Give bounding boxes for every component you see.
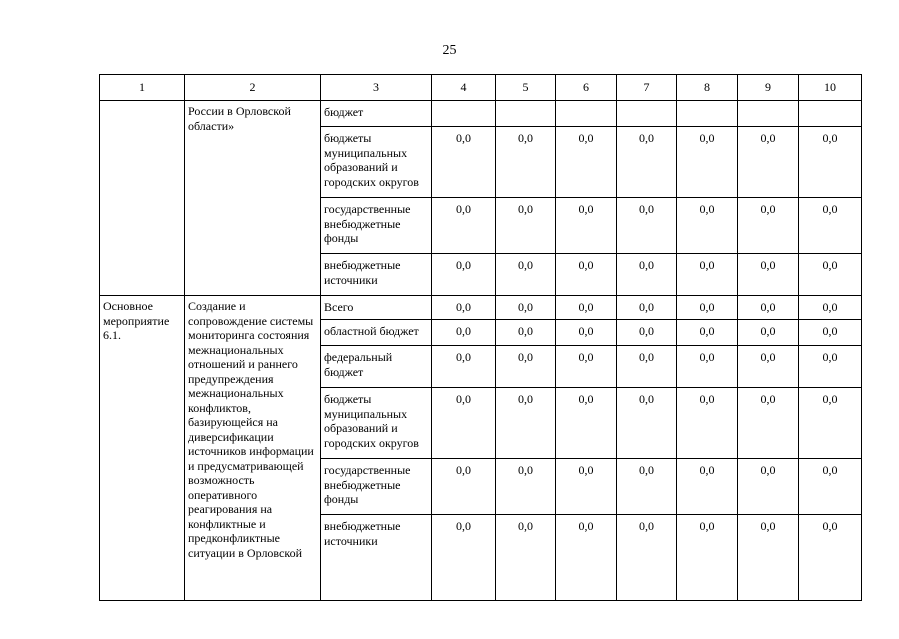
header-cell: 5	[496, 75, 556, 101]
funding-source: государственные внебюджетные фонды	[321, 459, 432, 515]
value-cell: 0,0	[617, 254, 677, 296]
header-cell: 7	[617, 75, 677, 101]
value-cell: 0,0	[496, 296, 556, 320]
value-cell: 0,0	[738, 254, 799, 296]
value-cell: 0,0	[738, 198, 799, 254]
value-cell: 0,0	[677, 515, 738, 601]
value-cell	[556, 101, 617, 127]
header-cell: 10	[799, 75, 862, 101]
value-cell: 0,0	[432, 127, 496, 198]
value-cell: 0,0	[617, 127, 677, 198]
value-cell: 0,0	[432, 346, 496, 388]
funding-source: Всего	[321, 296, 432, 320]
budget-table	[99, 74, 862, 601]
value-cell: 0,0	[738, 388, 799, 459]
value-cell: 0,0	[617, 459, 677, 515]
value-cell: 0,0	[496, 254, 556, 296]
value-cell: 0,0	[496, 388, 556, 459]
value-cell: 0,0	[617, 296, 677, 320]
value-cell: 0,0	[496, 127, 556, 198]
value-cell: 0,0	[556, 127, 617, 198]
value-cell: 0,0	[677, 127, 738, 198]
value-cell: 0,0	[432, 320, 496, 346]
value-cell: 0,0	[677, 346, 738, 388]
value-cell: 0,0	[738, 459, 799, 515]
value-cell: 0,0	[738, 296, 799, 320]
value-cell	[432, 101, 496, 127]
funding-source: бюджеты муниципальных образований и городских округов	[321, 127, 432, 198]
value-cell: 0,0	[556, 515, 617, 601]
table-row	[100, 101, 862, 127]
funding-source: областной бюджет	[321, 320, 432, 346]
header-cell: 2	[185, 75, 321, 101]
funding-source: внебюджетные источники	[321, 254, 432, 296]
value-cell: 0,0	[799, 127, 862, 198]
header-row	[100, 75, 862, 101]
table-row	[100, 296, 862, 320]
value-cell	[677, 101, 738, 127]
value-cell: 0,0	[799, 388, 862, 459]
value-cell: 0,0	[617, 320, 677, 346]
value-cell	[617, 101, 677, 127]
value-cell: 0,0	[617, 346, 677, 388]
value-cell: 0,0	[496, 515, 556, 601]
value-cell: 0,0	[738, 346, 799, 388]
value-cell: 0,0	[432, 198, 496, 254]
value-cell: 0,0	[799, 254, 862, 296]
value-cell: 0,0	[432, 388, 496, 459]
value-cell: 0,0	[799, 320, 862, 346]
value-cell: 0,0	[556, 346, 617, 388]
value-cell: 0,0	[799, 459, 862, 515]
funding-source: федеральный бюджет	[321, 346, 432, 388]
value-cell: 0,0	[677, 198, 738, 254]
header-cell: 4	[432, 75, 496, 101]
header-cell: 9	[738, 75, 799, 101]
value-cell	[496, 101, 556, 127]
value-cell: 0,0	[556, 459, 617, 515]
value-cell: 0,0	[799, 198, 862, 254]
value-cell: 0,0	[556, 254, 617, 296]
value-cell: 0,0	[799, 346, 862, 388]
value-cell: 0,0	[496, 459, 556, 515]
value-cell: 0,0	[496, 320, 556, 346]
value-cell: 0,0	[556, 388, 617, 459]
value-cell: 0,0	[496, 198, 556, 254]
value-cell: 0,0	[432, 515, 496, 601]
value-cell: 0,0	[556, 198, 617, 254]
value-cell: 0,0	[799, 515, 862, 601]
value-cell	[738, 101, 799, 127]
event-description: России в Орловской области»	[185, 101, 321, 296]
funding-source: внебюджетные источники	[321, 515, 432, 601]
header-cell: 6	[556, 75, 617, 101]
value-cell: 0,0	[556, 296, 617, 320]
funding-source: бюджеты муниципальных образований и городских округов	[321, 388, 432, 459]
value-cell: 0,0	[738, 127, 799, 198]
value-cell: 0,0	[432, 254, 496, 296]
funding-source: государственные внебюджетные фонды	[321, 198, 432, 254]
value-cell: 0,0	[432, 296, 496, 320]
header-cell: 3	[321, 75, 432, 101]
page-number: 25	[442, 43, 457, 58]
value-cell: 0,0	[738, 320, 799, 346]
value-cell: 0,0	[677, 388, 738, 459]
value-cell: 0,0	[556, 320, 617, 346]
value-cell: 0,0	[677, 296, 738, 320]
event-cell	[100, 101, 185, 296]
value-cell: 0,0	[677, 459, 738, 515]
value-cell: 0,0	[617, 515, 677, 601]
event-number: Основное мероприятие 6.1.	[100, 296, 185, 601]
value-cell: 0,0	[496, 346, 556, 388]
value-cell: 0,0	[677, 254, 738, 296]
value-cell: 0,0	[677, 320, 738, 346]
value-cell: 0,0	[617, 198, 677, 254]
value-cell: 0,0	[432, 459, 496, 515]
header-cell: 8	[677, 75, 738, 101]
value-cell: 0,0	[738, 515, 799, 601]
value-cell: 0,0	[617, 388, 677, 459]
value-cell	[799, 101, 862, 127]
value-cell: 0,0	[799, 296, 862, 320]
event-description: Создание и сопровождение системы мониторинга состояния межнациональных отношений и раннего предупреждения межнациональных конфликтов, базирующейся на диверсификации источников информации и предусматривающей возможность оперативного реагирования на конфликтные и предконфликтные ситуации в Орловской	[185, 296, 321, 601]
header-cell: 1	[100, 75, 185, 101]
funding-source: бюджет	[321, 101, 432, 127]
